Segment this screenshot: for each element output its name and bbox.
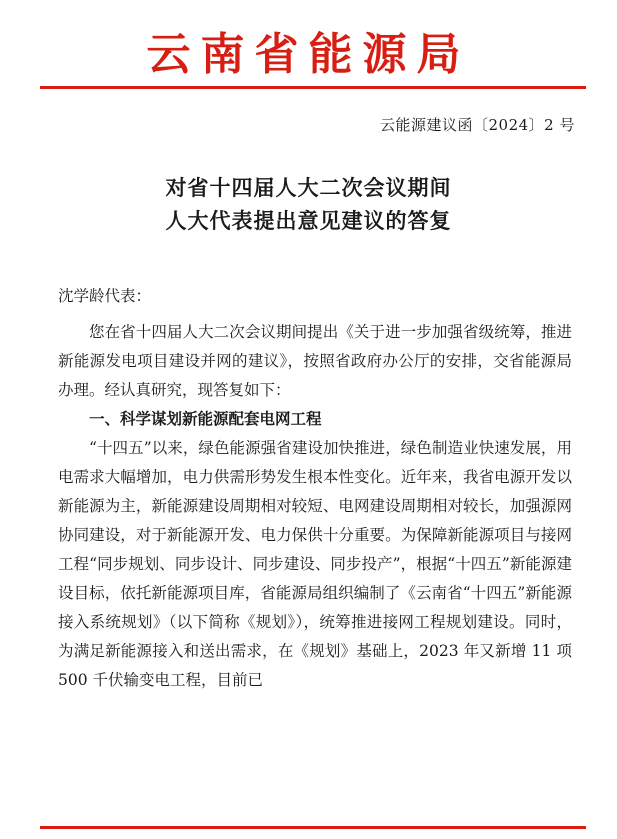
footer-red-rule (40, 826, 586, 829)
document-title-line-1: 对省十四届人大二次会议期间 (165, 175, 452, 200)
document-body (58, 318, 572, 695)
body-paragraph: 您在省十四届人大二次会议期间提出《关于进一步加强省级统筹，推进新能源发电项目建设并网的建议》，按照省政府办公厅的安排，交省能源局办理。经认真研究，现答复如下： (58, 323, 572, 399)
document-number: 云能源建议函〔2024〕2 号 (380, 116, 575, 134)
salutation: 沈学龄代表： (58, 287, 152, 305)
letterhead-org-name: 云南省能源局 (146, 29, 471, 80)
section-heading: 一、科学谋划新能源配套电网工程 (89, 410, 322, 428)
document-title-line-2: 人大代表提出意见建议的答复 (165, 208, 452, 233)
body-paragraph: “十四五”以来，绿色能源强省建设加快推进，绿色制造业快速发展，用电需求大幅增加，电力供需形势发生根本性变化。近年来，我省电源开发以新能源为主，新能源建设周期相对较短、电网建设周期相对较长，加强源网协同建设，对于新能源开发、电力保供十分重要。为保障新能源项目与接网工程“同步规划、同步设计、同步建设、同步投产”，根据“十四五”新能源建设目标，依托新能源项目库，省能源局组织编制了《云南省“十四五”新能源接入系统规划》（以下简称《规划》），统筹推进接网工程规划建设。同时，为满足新能源接入和送出需求，在《规划》基础上，2023 年又新增 11 项 500 千伏输变电工程，目前已 (58, 439, 572, 689)
letterhead-red-rule (40, 86, 586, 89)
